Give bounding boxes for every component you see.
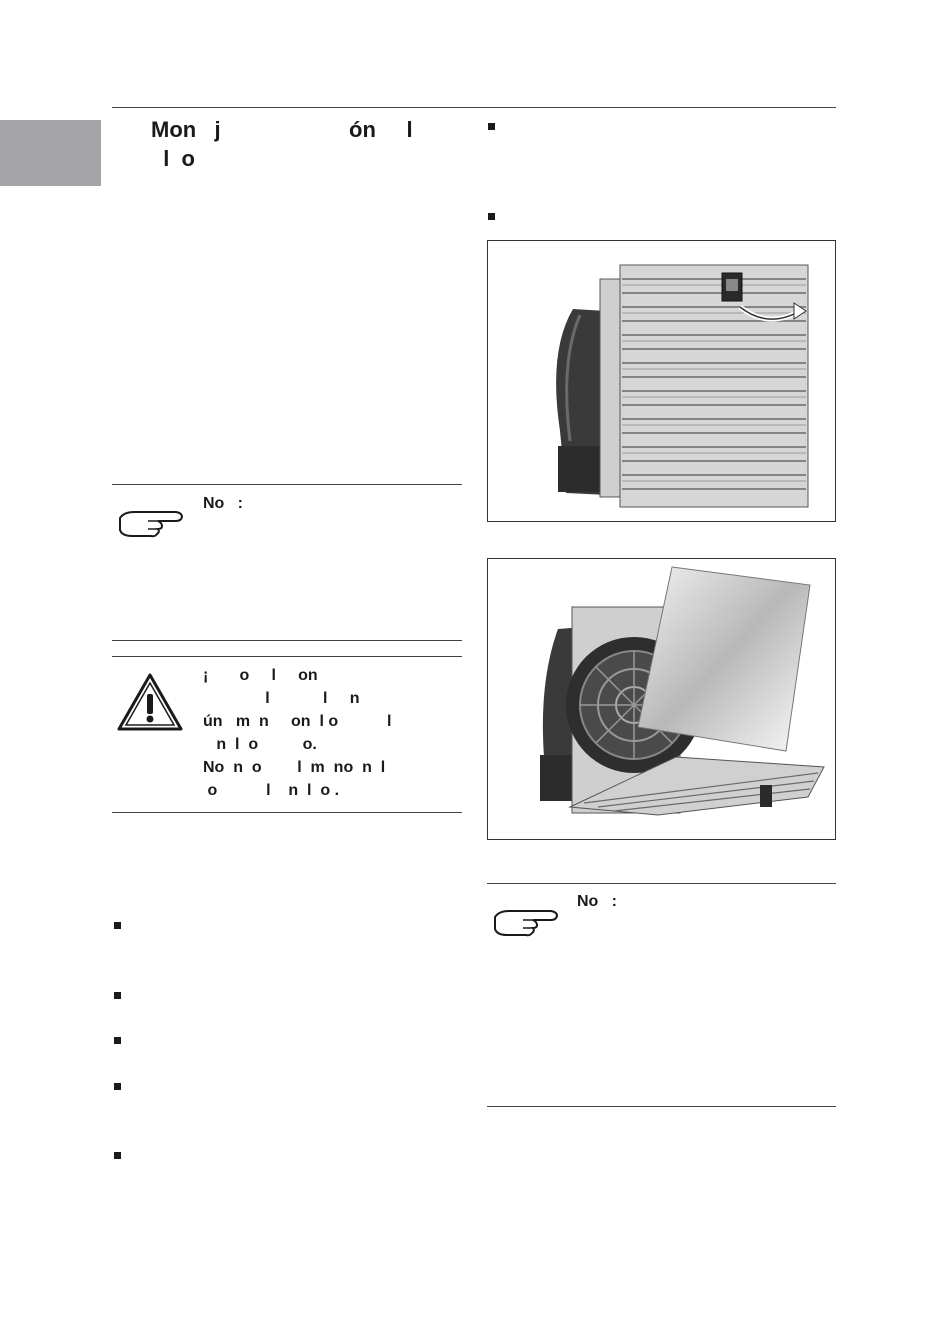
heading-line-2: l o [151,146,195,171]
square-bullet-icon [114,1152,121,1159]
square-bullet-icon [114,1037,121,1044]
square-bullet-icon [488,213,495,220]
top-rule [112,107,836,108]
warning-line: l l n [203,690,360,707]
note-rule-top [112,484,462,485]
warning-line: ún m n on l o l [203,713,392,730]
warning-line: n l o o. [203,736,317,753]
heading-line-1: Mon j ón l [151,117,413,142]
warning-text [203,664,463,802]
warning-rule-bottom [112,812,462,813]
figure-fan-grille-open [487,558,836,840]
square-bullet-icon [114,922,121,929]
section-heading [151,115,451,173]
pointing-hand-icon [118,504,186,540]
pointing-hand-icon [493,903,561,939]
note-right-label: No : [577,893,617,910]
note-label: No : [203,495,243,512]
warning-line: o l n l o . [203,782,340,799]
square-bullet-icon [114,1083,121,1090]
warning-line: ¡ o l on [203,667,318,684]
square-bullet-icon [488,123,495,130]
note-rule-bottom [112,640,462,641]
note-right-rule-bottom [487,1106,836,1107]
warning-triangle-icon [116,672,184,732]
warning-line: No n o l m no n l [203,759,386,776]
figure-fan-grille-closed [487,240,836,522]
chapter-tab [0,120,101,186]
warning-rule-top [112,656,462,657]
note-right-rule-top [487,883,836,884]
square-bullet-icon [114,992,121,999]
